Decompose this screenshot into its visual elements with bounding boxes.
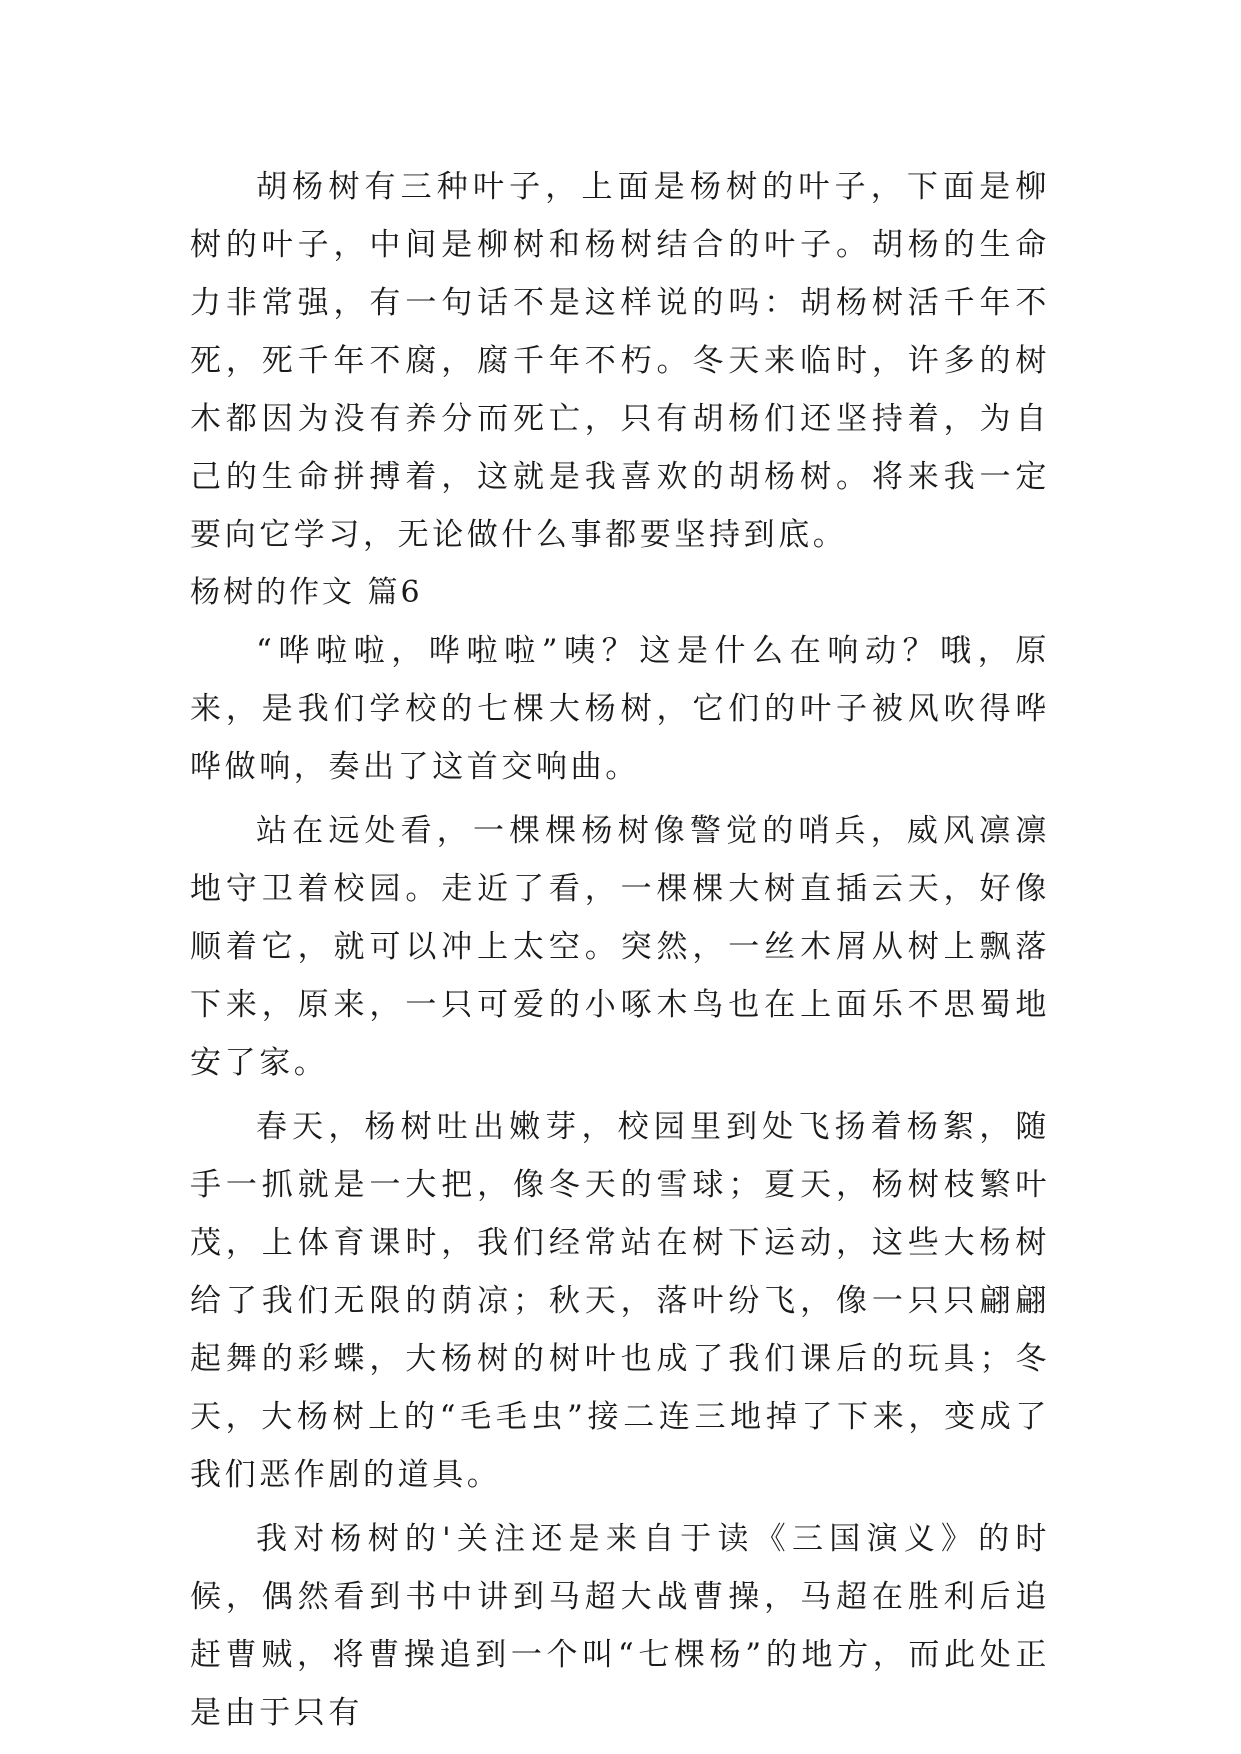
paragraph: “哗啦啦，哗啦啦”咦？这是什么在响动？哦，原来，是我们学校的七棵大杨树，它们的叶子被风吹得哗哗做响，奏出了这首交响曲。 (190, 633, 1050, 785)
paragraph: 春天，杨树吐出嫩芽，校园里到处飞扬着杨絮，随手一抓就是一大把，像冬天的雪球；夏天，杨树枝繁叶茂，上体育课时，我们经常站在树下运动，这些大杨树给了我们无限的荫凉；秋天，落叶纷飞，像一只只翩翩起舞的彩蝶，大杨树的树叶也成了我们课后的玩具；冬天，大杨树上的“毛毛虫”接二连三地掉了下来，变成了我们恶作剧的道具。 (190, 1109, 1050, 1493)
paragraph: 胡杨树有三种叶子，上面是杨树的叶子，下面是柳树的叶子，中间是柳树和杨树结合的叶子。胡杨的生命力非常强，有一句话不是这样说的吗：胡杨树活千年不死，死千年不腐，腐千年不朽。冬天来临时，许多的树木都因为没有养分而死亡，只有胡杨们还坚持着，为自己的生命拼搏着，这就是我喜欢的胡杨树。将来我一定要向它学习，无论做什么事都要坚持到底。 (190, 169, 1050, 553)
paragraph: 站在远处看，一棵棵杨树像警觉的哨兵，威风凛凛地守卫着校园。走近了看，一棵棵大树直插云天，好像顺着它，就可以冲上太空。突然，一丝木屑从树上飘落下来，原来，一只可爱的小啄木鸟也在上面乐不思蜀地安了家。 (190, 813, 1050, 1081)
document-body (190, 158, 1050, 1742)
section-heading: 杨树的作文 篇6 (190, 575, 423, 610)
paragraph: 我对杨树的'关注还是来自于读《三国演义》的时候，偶然看到书中讲到马超大战曹操，马超在胜利后追赶曹贼，将曹操追到一个叫“七棵杨”的地方，而此处正是由于只有 (190, 1521, 1050, 1731)
